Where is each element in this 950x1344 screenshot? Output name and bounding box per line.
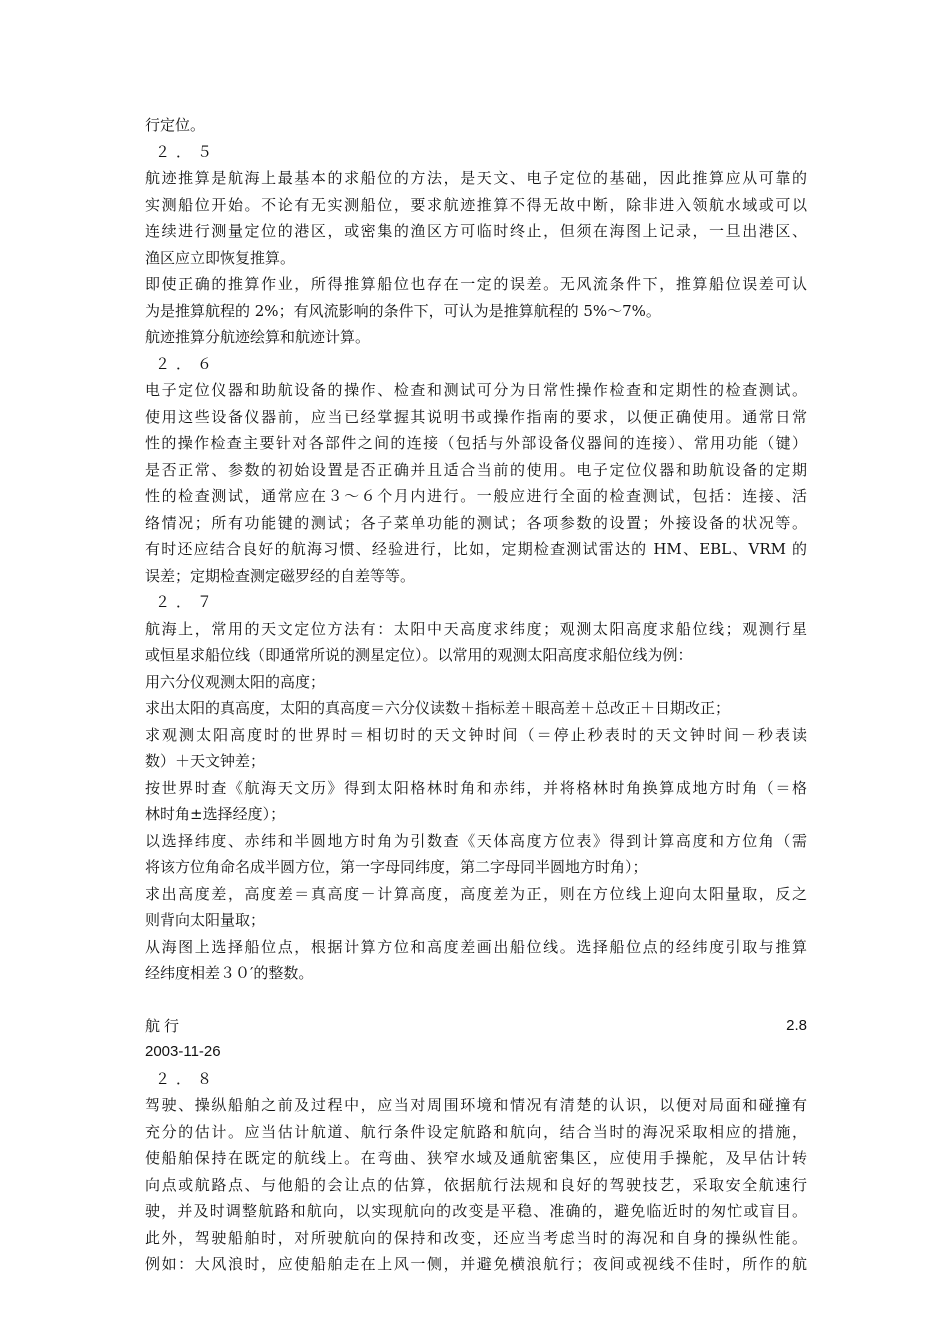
- section-number: ２．６: [155, 354, 219, 373]
- paragraph-line: 使船舶保持在既定的航线上。在弯曲、狭窄水域及通航密集区，应使用手操舵，及早估计转: [145, 1149, 807, 1167]
- paragraph-line: 络情况；所有功能键的测试；各子菜单功能的测试；各项参数的设置；外接设备的状况等。: [145, 513, 807, 532]
- paragraph-line: 从海图上选择船位点，根据计算方位和高度差画出船位线。选择船位点的经纬度引取与推算: [145, 937, 807, 956]
- entry-date: 2003-11-26: [145, 1043, 221, 1060]
- paragraph-line: 性的检查测试，通常应在３～６个月内进行。一般应进行全面的检查测试，包括：连接、活: [145, 487, 807, 505]
- paragraph-line: 行定位。: [145, 116, 206, 134]
- section-number: ２．５: [155, 142, 219, 161]
- paragraph-line: 求观测太阳高度时的世界时＝相切时的天文钟时间（＝停止秒表时的天文钟时间－秒表读: [145, 725, 807, 744]
- paragraph-line: 即使正确的推算作业，所得推算船位也存在一定的误差。无风流条件下，推算船位误差可认: [145, 275, 807, 293]
- paragraph-line: 航迹推算分航迹绘算和航迹计算。: [145, 328, 371, 346]
- paragraph-line: 此外，驾驶船舶时，对所驶航向的保持和改变，还应当考虑当时的海况和自身的操纵性能。: [145, 1228, 807, 1247]
- paragraph-line: 按世界时查《航海天文历》得到太阳格林时角和赤纬，并将格林时角换算成地方时角（＝格: [145, 778, 807, 797]
- paragraph-line: 向点或航路点、与他船的会让点的估算，依据航行法规和良好的驾驶技艺，采取安全航速行: [145, 1175, 807, 1194]
- paragraph-line: 将该方位角命名成半圆方位，第一字母同纬度，第二字母同半圆地方时角）；: [145, 858, 648, 876]
- paragraph-line: 经纬度相差３０′的整数。: [145, 964, 314, 982]
- paragraph-line: 求出太阳的真高度，太阳的真高度＝六分仪读数＋指标差＋眼高差＋总改正＋日期改正；: [145, 699, 731, 717]
- section-number: ２．７: [155, 593, 219, 611]
- paragraph-line: 数）＋天文钟差；: [145, 752, 266, 770]
- entry-2-8: [145, 1013, 807, 1278]
- paragraph-line: 或恒星求船位线（即通常所说的测星定位）。以常用的观测太阳高度求船位线为例：: [145, 646, 693, 664]
- paragraph-line: 求出高度差，高度差＝真高度－计算高度，高度差为正，则在方位线上迎向太阳量取，反之: [145, 884, 807, 903]
- paragraph-line: 例如：大风浪时，应使船舶走在上风一侧，并避免横浪航行；夜间或视线不佳时，所作的航: [145, 1255, 807, 1273]
- section-number: ２．８: [155, 1069, 219, 1088]
- paragraph-line: 航迹推算是航海上最基本的求船位的方法，是天文、电子定位的基础，因此推算应从可靠的: [145, 169, 807, 187]
- spacer: [145, 987, 807, 1013]
- paragraph-line: 航海上，常用的天文定位方法有：太阳中天高度求纬度；观测太阳高度求船位线；观测行星: [145, 619, 807, 638]
- paragraph-line: 连续进行测量定位的港区，或密集的渔区方可临时终止，但须在海图上记录，一旦出港区、: [145, 222, 807, 240]
- paragraph-line: 渔区应立即恢复推算。: [145, 248, 296, 267]
- paragraph-line: 实测船位开始。不论有无实测船位，要求航迹推算不得无故中断，除非进入领航水域或可以: [145, 195, 807, 214]
- paragraph-line: 驾驶、操纵船舶之前及过程中，应当对周围环境和情况有清楚的认识，以便对局面和碰撞有: [145, 1096, 807, 1114]
- paragraph-line: 性的操作检查主要针对各部件之间的连接（包括与外部设备仪器间的连接）、常用功能（键）: [145, 434, 807, 452]
- paragraph-line: 有时还应结合良好的航海习惯、经验进行，比如，定期检查测试雷达的 HM、EBL、VRM 的: [145, 540, 807, 558]
- paragraph-line: 驶，并及时调整航路和航向，以实现航向的改变是平稳、准确的，避免临近时的匆忙或盲目。: [145, 1202, 807, 1220]
- paragraph-line: 以选择纬度、赤纬和半圆地方时角为引数查《天体高度方位表》得到计算高度和方位角（需: [145, 831, 807, 850]
- entry-ref: 2.8: [786, 1016, 807, 1034]
- section-continuation: [145, 112, 807, 139]
- paragraph-line: 是否正常、参数的初始设置是否正确并且适合当前的使用。电子定位仪器和助航设备的定期: [145, 460, 807, 479]
- entry-header: [145, 1013, 807, 1040]
- paragraph-line: 用六分仪观测太阳的高度；: [145, 672, 326, 691]
- paragraph-line: 则背向太阳量取；: [145, 911, 266, 929]
- paragraph-line: 误差；定期检查测定磁罗经的自差等等。: [145, 566, 416, 585]
- paragraph-line: 林时角±选择经度）；: [145, 805, 286, 823]
- section-2-6: [145, 351, 807, 590]
- section-2-5: [145, 139, 807, 351]
- paragraph-line: 充分的估计。应当估计航道、航行条件设定航路和航向，结合当时的海况采取相应的措施，: [145, 1122, 807, 1141]
- paragraph-line: 电子定位仪器和助航设备的操作、检查和测试可分为日常性操作检查和定期性的检查测试。: [145, 381, 807, 399]
- entry-title: 航行: [145, 1016, 184, 1035]
- document-page: [145, 112, 807, 1278]
- paragraph-line: 使用这些设备仪器前，应当已经掌握其说明书或操作指南的要求，以便正确使用。通常日常: [145, 407, 807, 426]
- section-2-7: [145, 589, 807, 987]
- paragraph-line: 为是推算航程的 2%；有风流影响的条件下，可认为是推算航程的 5%～7%。: [145, 301, 661, 320]
